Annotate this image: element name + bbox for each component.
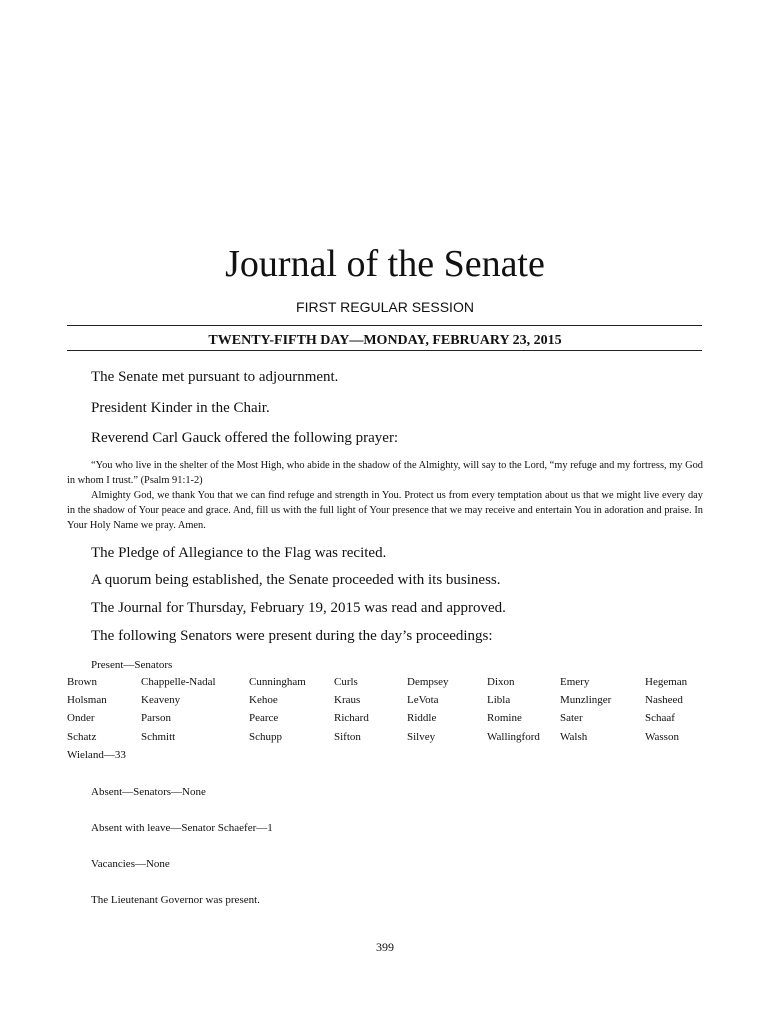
senator-name: Curls [334, 676, 358, 688]
present-label: Present—Senators [91, 659, 173, 671]
senator-name: Dixon [487, 676, 515, 688]
senator-name: Romine [487, 712, 522, 724]
senator-name: Parson [141, 712, 171, 724]
senator-name: Cunningham [249, 676, 306, 688]
senator-name: Schaaf [645, 712, 675, 724]
prayer-intro-paragraph: Reverend Carl Gauck offered the following prayer: [91, 430, 399, 446]
prayer-body [67, 488, 703, 533]
senator-name: Chappelle-Nadal [141, 676, 216, 688]
senator-name: Emery [560, 676, 590, 688]
page-number: 399 [376, 940, 394, 954]
senator-name: Nasheed [645, 694, 683, 706]
senator-name: Libla [487, 694, 511, 706]
senator-name: Schatz [67, 731, 97, 743]
senator-name: Brown [67, 676, 97, 688]
prayer-scripture [67, 458, 703, 488]
senator-name: Walsh [560, 731, 588, 743]
vacancies-note: Vacancies—None [91, 858, 170, 870]
senator-name: Kraus [334, 694, 361, 706]
senator-name: Silvey [407, 731, 436, 743]
chair-paragraph: President Kinder in the Chair. [91, 400, 270, 416]
adjournment-paragraph: The Senate met pursuant to adjournment. [91, 369, 339, 385]
senator-name: Onder [67, 712, 95, 724]
senator-name: Kehoe [249, 694, 278, 706]
journal-title: Journal of the Senate [225, 243, 545, 285]
bottom-rule [67, 350, 702, 351]
journal-approved-paragraph: The Journal for Thursday, February 19, 2015 was read and approved. [91, 600, 506, 616]
prayer-body-text: Almighty God, we thank You that we can find refuge and strength in You. Protect us from every temptation about us that we might live every day in the shadow of Your peace and grace. And, fill us with the full light of Your presence that we may receive and entertain You in adoration and praise. In Your Holy Name we pray. Amen. [67, 490, 703, 531]
prayer-scripture-text: “You who live in the shelter of the Most High, who abide in the shadow of the Almighty, will say to the Lord, “my refuge and my fortress, my God in whom I trust.” (Psalm 91:1-2) [67, 460, 703, 486]
senator-name: Munzlinger [560, 694, 612, 706]
senator-name: Sifton [334, 731, 361, 743]
senator-name: Riddle [407, 712, 437, 724]
senator-name: Schupp [249, 731, 282, 743]
quorum-paragraph: A quorum being established, the Senate proceeded with its business. [91, 572, 501, 588]
pledge-paragraph: The Pledge of Allegiance to the Flag was recited. [91, 545, 387, 561]
session-heading: FIRST REGULAR SESSION [296, 299, 474, 315]
senator-name: Holsman [67, 694, 107, 706]
senator-name: Keaveny [141, 694, 181, 706]
senator-name: Richard [334, 712, 369, 724]
senator-name: Wallingford [487, 731, 540, 743]
senator-count: Wieland—33 [67, 749, 126, 761]
absent-note: Absent—Senators—None [91, 786, 206, 798]
top-rule [67, 325, 702, 326]
day-heading: TWENTY-FIFTH DAY—MONDAY, FEBRUARY 23, 2015 [208, 333, 562, 348]
senator-name: Dempsey [407, 676, 449, 688]
senators-present-paragraph: The following Senators were present during the day’s proceedings: [91, 628, 493, 644]
senator-name: Wasson [645, 731, 679, 743]
absent-with-leave-note: Absent with leave—Senator Schaefer—1 [91, 822, 273, 834]
senator-name: Sater [560, 712, 583, 724]
senator-name: LeVota [407, 694, 439, 706]
senator-name: Pearce [249, 712, 279, 724]
senator-name: Schmitt [141, 731, 176, 743]
senator-name: Hegeman [645, 676, 688, 688]
lieutenant-governor-note: The Lieutenant Governor was present. [91, 894, 260, 906]
senators-table [67, 675, 707, 785]
